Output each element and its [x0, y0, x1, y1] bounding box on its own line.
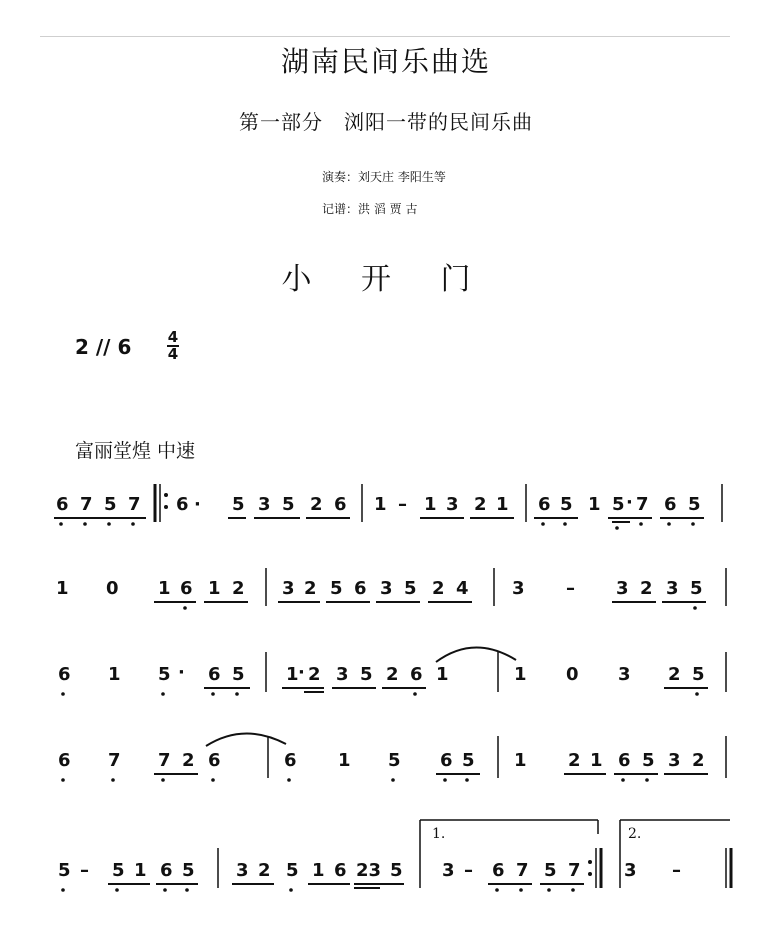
svg-text:2: 2: [232, 578, 245, 599]
svg-text:5: 5: [286, 860, 299, 881]
svg-text:6: 6: [492, 860, 505, 881]
svg-text:3: 3: [618, 664, 631, 685]
tempo-marking: 富丽堂煌 中速: [75, 440, 196, 462]
score-line-5: [58, 820, 731, 892]
svg-text:2: 2: [568, 750, 581, 771]
svg-text:0: 0: [106, 578, 119, 599]
svg-text:5: 5: [232, 494, 245, 515]
svg-text:6: 6: [440, 750, 453, 771]
svg-text:2: 2: [304, 578, 317, 599]
svg-text:5: 5: [390, 860, 403, 881]
svg-text:2: 2: [310, 494, 323, 515]
collection-title: 湖南民间乐曲选: [280, 45, 491, 78]
volta-1-label: 1.: [432, 826, 446, 842]
svg-text:3: 3: [442, 860, 455, 881]
svg-text:3: 3: [512, 578, 525, 599]
svg-text:6: 6: [58, 750, 71, 771]
svg-text:7: 7: [128, 494, 141, 515]
svg-text:5: 5: [282, 494, 295, 515]
svg-text:7: 7: [516, 860, 529, 881]
svg-text:2: 2: [474, 494, 487, 515]
svg-text:5: 5: [688, 494, 701, 515]
svg-text:5: 5: [104, 494, 117, 515]
svg-text:3: 3: [668, 750, 681, 771]
svg-text:6: 6: [334, 860, 347, 881]
performers-credit: 演奏：刘天庄 李阳生等: [322, 170, 446, 184]
svg-text:1: 1: [436, 664, 449, 685]
svg-text:7: 7: [568, 860, 581, 881]
svg-text:7: 7: [636, 494, 649, 515]
svg-text:1: 1: [514, 750, 527, 771]
svg-text:7: 7: [80, 494, 93, 515]
svg-text:2: 2: [668, 664, 681, 685]
svg-text:3: 3: [666, 578, 679, 599]
time-numerator: 4: [167, 328, 179, 346]
time-denominator: 4: [167, 345, 179, 363]
svg-text:5: 5: [690, 578, 703, 599]
svg-text:5: 5: [360, 664, 373, 685]
transcribers-credit: 记谱：洪 滔 贾 古: [322, 202, 418, 216]
svg-text:6: 6: [208, 750, 221, 771]
svg-text:3: 3: [616, 578, 629, 599]
svg-text:–: –: [672, 860, 681, 881]
svg-text:1: 1: [158, 578, 171, 599]
svg-text:5: 5: [58, 860, 71, 881]
svg-text:6: 6: [618, 750, 631, 771]
svg-text:5: 5: [232, 664, 245, 685]
svg-text:·: ·: [194, 494, 201, 515]
svg-text:5: 5: [182, 860, 195, 881]
svg-text:5: 5: [462, 750, 475, 771]
svg-text:6: 6: [354, 578, 367, 599]
svg-text:5: 5: [388, 750, 401, 771]
svg-text:2: 2: [182, 750, 195, 771]
svg-text:5: 5: [158, 664, 171, 685]
svg-text:2: 2: [432, 578, 445, 599]
svg-text:5: 5: [612, 494, 625, 515]
svg-text:5: 5: [544, 860, 557, 881]
svg-text:5: 5: [692, 664, 705, 685]
svg-text:2: 2: [640, 578, 653, 599]
svg-text:2: 2: [386, 664, 399, 685]
svg-text:5: 5: [112, 860, 125, 881]
svg-text:5: 5: [404, 578, 417, 599]
score-line-4: [58, 733, 726, 781]
part-title: 第一部分 浏阳一带的民间乐曲: [239, 110, 533, 134]
volta-2-label: 2.: [628, 826, 642, 842]
svg-text:7: 7: [158, 750, 171, 771]
svg-text:1: 1: [374, 494, 387, 515]
svg-text:3: 3: [236, 860, 249, 881]
svg-text:6: 6: [410, 664, 423, 685]
svg-text:3: 3: [258, 494, 271, 515]
svg-text:6: 6: [180, 578, 193, 599]
key-label: 2 // 6: [75, 335, 132, 359]
svg-text:1: 1: [590, 750, 603, 771]
svg-text:–: –: [566, 578, 575, 599]
svg-text:5: 5: [560, 494, 573, 515]
svg-text:1: 1: [496, 494, 509, 515]
score-line-3: [58, 647, 726, 695]
score-line-1: [54, 484, 722, 530]
svg-text:1: 1: [208, 578, 221, 599]
svg-text:·: ·: [178, 662, 185, 683]
svg-text:·: ·: [298, 662, 305, 683]
svg-text:6: 6: [208, 664, 221, 685]
svg-text:6: 6: [58, 664, 71, 685]
svg-text:6: 6: [160, 860, 173, 881]
svg-text:1: 1: [338, 750, 351, 771]
svg-text:–: –: [80, 860, 89, 881]
svg-text:1: 1: [312, 860, 325, 881]
svg-text:1: 1: [56, 578, 69, 599]
svg-text:6: 6: [334, 494, 347, 515]
svg-text:6: 6: [176, 494, 189, 515]
svg-text:1: 1: [424, 494, 437, 515]
svg-text:3: 3: [624, 860, 637, 881]
song-title: 小 开 门: [281, 262, 491, 297]
score-line-2: [56, 568, 726, 610]
svg-text:–: –: [398, 494, 407, 515]
svg-text:3: 3: [380, 578, 393, 599]
svg-text:23: 23: [356, 860, 382, 881]
svg-text:2: 2: [308, 664, 321, 685]
svg-text:6: 6: [664, 494, 677, 515]
svg-text:3: 3: [282, 578, 295, 599]
svg-text:6: 6: [284, 750, 297, 771]
svg-text:–: –: [464, 860, 473, 881]
svg-text:2: 2: [692, 750, 705, 771]
svg-text:3: 3: [446, 494, 459, 515]
svg-text:2: 2: [258, 860, 271, 881]
svg-text:6: 6: [56, 494, 69, 515]
svg-text:1: 1: [134, 860, 147, 881]
svg-text:0: 0: [566, 664, 579, 685]
svg-text:4: 4: [456, 578, 469, 599]
svg-text:5: 5: [642, 750, 655, 771]
svg-text:·: ·: [626, 492, 633, 513]
svg-text:3: 3: [336, 664, 349, 685]
svg-text:1: 1: [108, 664, 121, 685]
svg-text:5: 5: [330, 578, 343, 599]
svg-text:6: 6: [538, 494, 551, 515]
svg-text:1: 1: [286, 664, 299, 685]
svg-text:7: 7: [108, 750, 121, 771]
svg-text:1: 1: [514, 664, 527, 685]
svg-text:1: 1: [588, 494, 601, 515]
